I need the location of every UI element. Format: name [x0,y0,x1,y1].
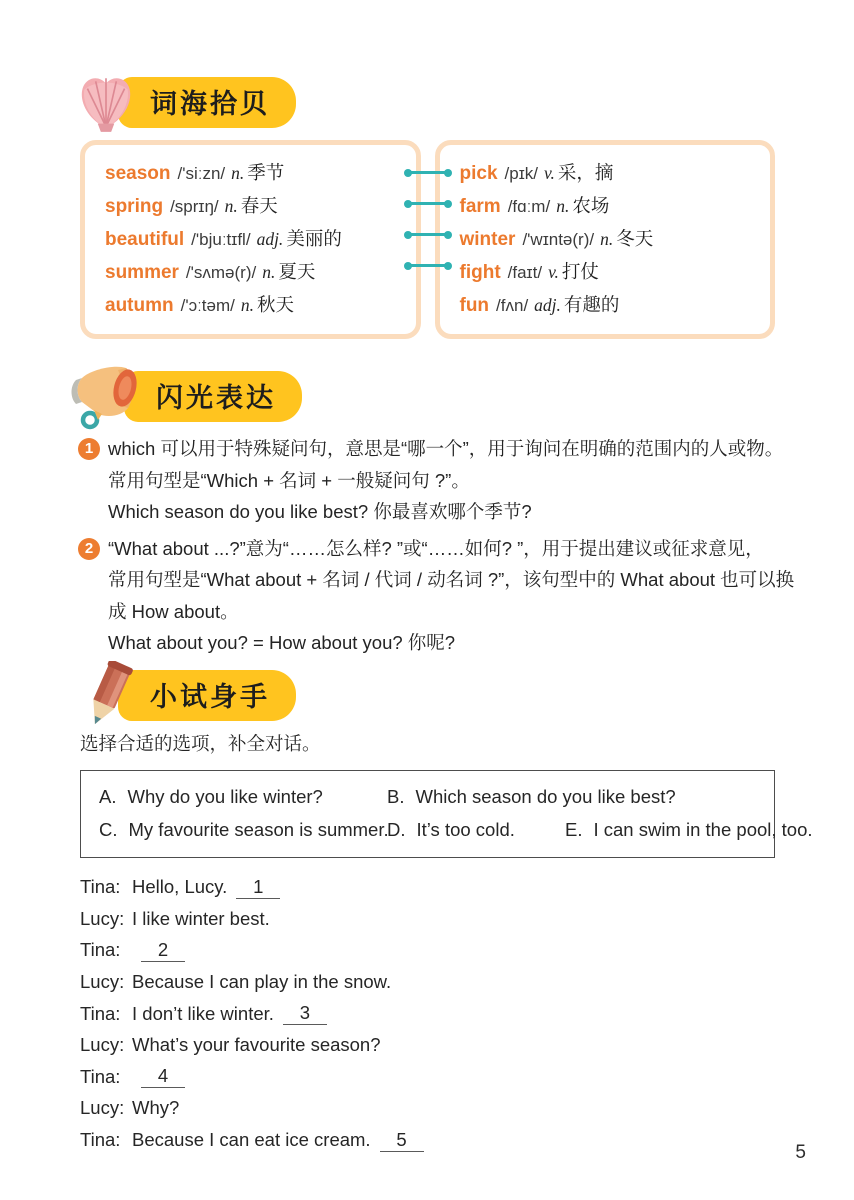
vocab-pos: adj. [534,295,561,315]
vocab-entry [460,157,771,190]
dialogue-text: I like winter best. [132,907,270,929]
speaker-label: Tina: [80,1129,121,1151]
option-text: Why do you like winter? [127,785,323,807]
option-item [99,813,387,846]
option-item [387,813,565,846]
vocab-badge: 词海拾贝 [118,77,296,128]
answer-blank: 5 [380,1129,424,1152]
grammar-points [80,433,795,659]
vocab-phonetic: /'wɪntə(r)/ [522,230,595,249]
vocab-word: winter [459,229,516,250]
answer-blank: 3 [283,1002,327,1025]
vocab-boxes [80,140,775,339]
vocab-word: autumn [105,295,174,316]
point-line: Which season do you like best? 你最喜欢哪个季节? [108,501,532,522]
vocab-phonetic: /fɑːm/ [507,197,551,216]
vocab-word: fight [459,262,501,283]
vocab-entry [105,256,416,289]
point-number-badge: 2 [78,538,100,560]
point-line: “What about ...?”意为“……怎么样? ”或“……如何? ”，用于提出建议或征求意见， [108,537,764,559]
page-content [80,0,813,1156]
dialogue-line [80,1029,775,1061]
exercise-instruction: 选择合适的选项，补全对话。 [80,732,321,754]
vocab-phonetic: /'siːzn/ [177,164,226,183]
dialogue-text: Because I can eat ice cream. [132,1129,371,1151]
vocab-meaning: 季节 [247,162,285,183]
option-text: It’s too cold. [416,818,515,840]
speaker-label: Tina: [80,939,121,961]
vocab-meaning: 春天 [240,195,278,216]
option-label: A. [99,785,117,807]
vocab-pos: n. [262,262,276,282]
vocab-entry [460,190,771,223]
connector-line [408,202,448,205]
point-number-badge: 1 [78,438,100,460]
vocab-entry [105,223,416,256]
vocab-section-header [74,70,775,134]
answer-blank: 4 [141,1065,185,1088]
speaker-label: Tina: [80,1002,121,1024]
megaphone-icon [68,360,144,432]
vocab-word: spring [105,196,164,217]
option-label: C. [99,818,118,840]
speaker-label: Tina: [80,876,121,898]
vocab-meaning: 农场 [572,195,610,216]
vocab-word: pick [459,163,498,184]
vocab-box-left [80,140,421,339]
expressions-badge: 闪光表达 [124,371,302,422]
dialogue-line [80,872,775,904]
vocab-pos: v. [548,262,559,282]
dialogue-text: What’s your favourite season? [132,1034,381,1056]
expressions-section-header [68,363,775,429]
practice-section-header [78,664,775,728]
speaker-label: Tina: [80,1065,121,1087]
vocab-phonetic: /'sʌmə(r)/ [185,263,257,282]
dialogue-text: Because I can play in the snow. [132,971,392,993]
vocab-phonetic: /'bjuːtɪfl/ [191,230,251,249]
dialogue-line [80,966,775,998]
options-box [80,770,813,858]
dialogue-line [80,1093,775,1125]
option-label: B. [387,785,405,807]
options-row [99,813,813,846]
vocab-pos: v. [543,163,555,183]
vocab-word: fun [459,295,490,316]
option-text: I can swim in the pool, too. [593,818,813,840]
dialogue-text: I don’t like winter. [132,1002,274,1024]
point-line: 常用句型是“What about + 名词 / 代词 / 动名词 ?”，该句型中的 What about 也可以换 [108,569,795,590]
vocab-word: beautiful [105,229,185,250]
vocab-entry [105,157,416,190]
dialogue-text: Why? [132,1097,180,1119]
vocab-pos: n. [224,196,238,216]
answer-blank: 2 [141,939,185,962]
vocab-box-right [435,140,776,339]
connector-line [408,171,448,174]
point-line: 常用句型是“Which + 名词 + 一般疑问句 ?”。 [108,469,470,491]
vocab-entry [460,256,771,289]
answer-blank: 1 [236,876,280,899]
page-number: 5 [795,1142,806,1163]
speaker-label: Lucy: [80,971,125,993]
point-line: which 可以用于特殊疑问句，意思是“哪一个”，用于询问在明确的范围内的人或物。 [108,438,784,459]
point-line: What about you? = How about you? 你呢? [108,632,456,653]
practice-badge: 小试身手 [118,670,296,721]
shell-icon [74,70,138,134]
connector-line [408,264,448,267]
vocab-pos: n. [556,196,570,216]
grammar-point [80,433,784,528]
dialogue-text: Hello, Lucy. [132,876,228,898]
option-item [99,780,387,813]
vocab-phonetic: /faɪt/ [507,263,543,282]
vocab-meaning: 夏天 [278,261,316,282]
option-text: Which season do you like best? [415,785,676,807]
dialogue-line [80,998,775,1030]
vocab-entry [105,190,416,223]
vocab-word: farm [459,196,501,217]
dialogue-line [80,1061,775,1093]
point-lines [108,433,783,528]
point-line: 成 How about。 [108,600,239,622]
option-text: My favourite season is summer. [128,818,389,840]
speaker-label: Lucy: [80,907,125,929]
dialogue [80,872,775,1156]
vocab-word: summer [105,262,179,283]
vocab-pos: adj. [256,229,284,249]
vocab-entry [460,223,771,256]
connector-line [408,233,448,236]
speaker-label: Lucy: [80,1034,125,1056]
vocab-pos: n. [240,295,254,315]
vocab-phonetic: /'ɔːtəm/ [180,296,235,315]
option-label: E. [565,818,583,840]
option-item [565,813,813,846]
option-label: D. [387,818,406,840]
dialogue-line [80,1124,775,1156]
vocab-meaning: 冬天 [616,228,654,249]
grammar-point [80,533,795,659]
dialogue-line [80,935,775,967]
pencil-icon [78,661,138,731]
option-item [387,780,756,813]
point-lines [108,533,794,659]
vocab-meaning: 打仗 [561,261,599,282]
vocab-meaning: 采，摘 [557,162,614,183]
vocab-entry [460,289,771,322]
dialogue-line [80,903,775,935]
speaker-label: Lucy: [80,1097,125,1119]
vocab-word: season [105,163,171,184]
vocab-meaning: 美丽的 [286,228,342,249]
options-row [99,780,756,813]
vocab-phonetic: /fʌn/ [496,296,529,315]
vocab-phonetic: /sprɪŋ/ [170,197,219,216]
vocab-phonetic: /pɪk/ [504,164,538,183]
vocab-pos: n. [600,229,614,249]
vocab-pos: n. [231,163,245,183]
vocab-meaning: 秋天 [257,294,295,315]
vocab-meaning: 有趣的 [563,294,620,315]
vocab-entry [105,289,416,322]
